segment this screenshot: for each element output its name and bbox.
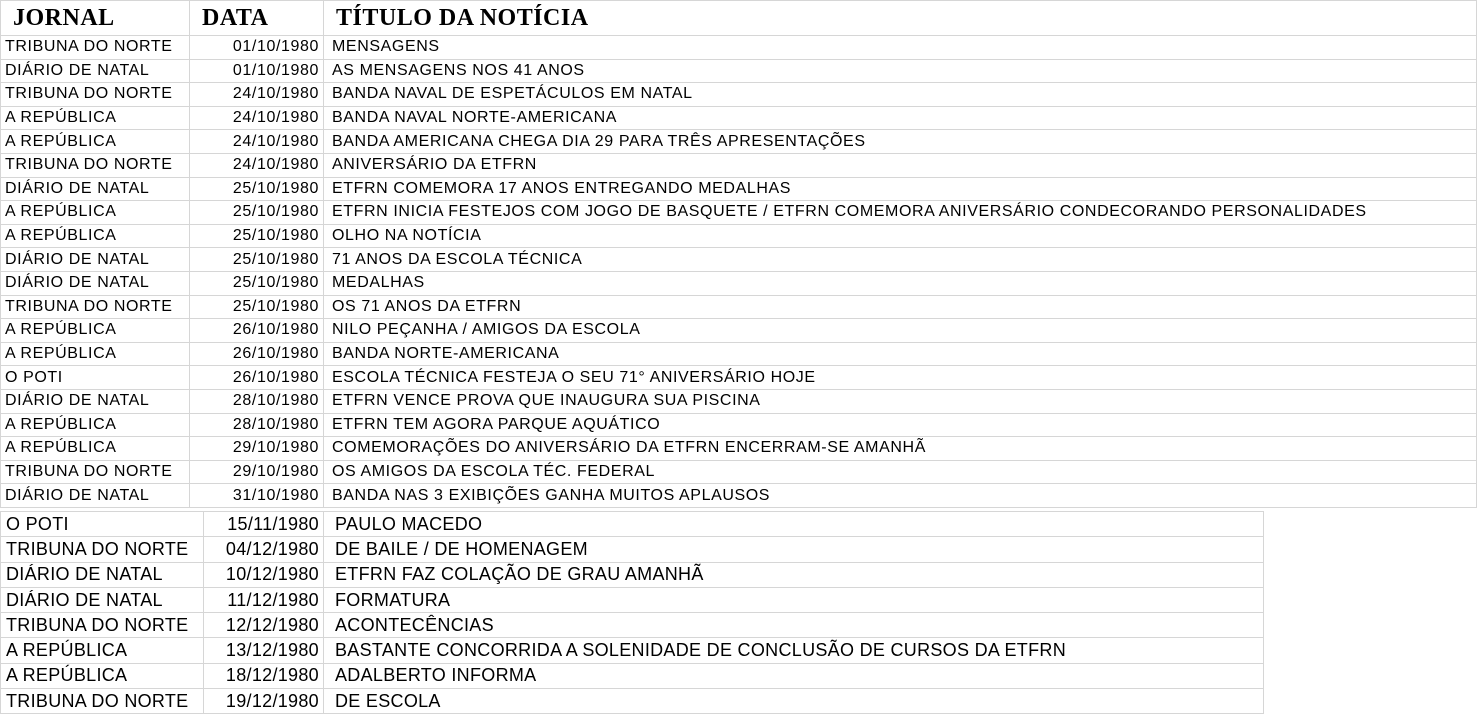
cell-jornal: TRIBUNA DO NORTE	[1, 36, 190, 60]
header-jornal: JORNAL	[1, 1, 190, 36]
cell-data: 28/10/1980	[190, 389, 324, 413]
table-row	[1, 59, 1477, 83]
cell-jornal: A REPÚBLICA	[1, 224, 190, 248]
cell-titulo: COMEMORAÇÕES DO ANIVERSÁRIO DA ETFRN ENCERRAM-SE AMANHÃ	[324, 437, 1477, 461]
cell-data: 31/10/1980	[190, 484, 324, 508]
cell-titulo: ESCOLA TÉCNICA FESTEJA O SEU 71° ANIVERSÁRIO HOJE	[324, 366, 1477, 390]
cell-titulo: BANDA NAVAL NORTE-AMERICANA	[324, 106, 1477, 130]
cell-data: 18/12/1980	[204, 663, 324, 688]
table-row	[1, 562, 1264, 587]
cell-titulo: ETFRN FAZ COLAÇÃO DE GRAU AMANHÃ	[324, 562, 1264, 587]
table-row	[1, 587, 1264, 612]
cell-data: 10/12/1980	[204, 562, 324, 587]
cell-jornal: TRIBUNA DO NORTE	[1, 689, 204, 714]
cell-jornal: DIÁRIO DE NATAL	[1, 389, 190, 413]
cell-jornal: DIÁRIO DE NATAL	[1, 177, 190, 201]
cell-titulo: AS MENSAGENS NOS 41 ANOS	[324, 59, 1477, 83]
cell-data: 25/10/1980	[190, 271, 324, 295]
table-top-body	[1, 36, 1477, 508]
cell-jornal: TRIBUNA DO NORTE	[1, 613, 204, 638]
cell-jornal: A REPÚBLICA	[1, 663, 204, 688]
cell-titulo: DE ESCOLA	[324, 689, 1264, 714]
cell-titulo: MENSAGENS	[324, 36, 1477, 60]
news-table-bottom	[0, 511, 1264, 714]
cell-jornal: DIÁRIO DE NATAL	[1, 271, 190, 295]
cell-titulo: ETFRN COMEMORA 17 ANOS ENTREGANDO MEDALHAS	[324, 177, 1477, 201]
cell-data: 25/10/1980	[190, 177, 324, 201]
cell-jornal: DIÁRIO DE NATAL	[1, 587, 204, 612]
cell-titulo: ETFRN VENCE PROVA QUE INAUGURA SUA PISCINA	[324, 389, 1477, 413]
cell-data: 29/10/1980	[190, 460, 324, 484]
cell-jornal: O POTI	[1, 512, 204, 537]
cell-jornal: A REPÚBLICA	[1, 201, 190, 225]
cell-jornal: DIÁRIO DE NATAL	[1, 59, 190, 83]
cell-jornal: A REPÚBLICA	[1, 319, 190, 343]
table-row	[1, 201, 1477, 225]
table-row	[1, 130, 1477, 154]
cell-jornal: A REPÚBLICA	[1, 342, 190, 366]
cell-titulo: 71 ANOS DA ESCOLA TÉCNICA	[324, 248, 1477, 272]
header-row	[1, 1, 1477, 36]
cell-data: 24/10/1980	[190, 83, 324, 107]
cell-data: 28/10/1980	[190, 413, 324, 437]
cell-titulo: DE BAILE / DE HOMENAGEM	[324, 537, 1264, 562]
table-row	[1, 153, 1477, 177]
cell-data: 26/10/1980	[190, 342, 324, 366]
table-row	[1, 663, 1264, 688]
cell-jornal: A REPÚBLICA	[1, 106, 190, 130]
table-row	[1, 106, 1477, 130]
header-data: DATA	[190, 1, 324, 36]
table-row	[1, 460, 1477, 484]
table-row	[1, 437, 1477, 461]
table-row	[1, 248, 1477, 272]
table-row	[1, 177, 1477, 201]
cell-titulo: ANIVERSÁRIO DA ETFRN	[324, 153, 1477, 177]
cell-titulo: ADALBERTO INFORMA	[324, 663, 1264, 688]
table-row	[1, 484, 1477, 508]
cell-data: 13/12/1980	[204, 638, 324, 663]
table-row	[1, 413, 1477, 437]
cell-titulo: BANDA NAVAL DE ESPETÁCULOS EM NATAL	[324, 83, 1477, 107]
table-bottom-body	[1, 512, 1264, 714]
cell-data: 24/10/1980	[190, 153, 324, 177]
cell-titulo: ACONTECÊNCIAS	[324, 613, 1264, 638]
cell-data: 26/10/1980	[190, 366, 324, 390]
table-row	[1, 83, 1477, 107]
cell-data: 29/10/1980	[190, 437, 324, 461]
cell-data: 11/12/1980	[204, 587, 324, 612]
cell-titulo: PAULO MACEDO	[324, 512, 1264, 537]
cell-jornal: A REPÚBLICA	[1, 437, 190, 461]
cell-data: 25/10/1980	[190, 224, 324, 248]
cell-titulo: BANDA NAS 3 EXIBIÇÕES GANHA MUITOS APLAUSOS	[324, 484, 1477, 508]
cell-jornal: TRIBUNA DO NORTE	[1, 83, 190, 107]
cell-data: 24/10/1980	[190, 130, 324, 154]
cell-titulo: OS AMIGOS DA ESCOLA TÉC. FEDERAL	[324, 460, 1477, 484]
table-row	[1, 295, 1477, 319]
cell-data: 25/10/1980	[190, 201, 324, 225]
cell-jornal: A REPÚBLICA	[1, 130, 190, 154]
cell-jornal: TRIBUNA DO NORTE	[1, 295, 190, 319]
cell-titulo: OLHO NA NOTÍCIA	[324, 224, 1477, 248]
cell-titulo: NILO PEÇANHA / AMIGOS DA ESCOLA	[324, 319, 1477, 343]
cell-titulo: BANDA NORTE-AMERICANA	[324, 342, 1477, 366]
table-row	[1, 537, 1264, 562]
header-titulo: TÍTULO DA NOTÍCIA	[324, 1, 1477, 36]
cell-jornal: TRIBUNA DO NORTE	[1, 460, 190, 484]
cell-data: 01/10/1980	[190, 59, 324, 83]
table-row	[1, 366, 1477, 390]
table-row	[1, 224, 1477, 248]
cell-data: 01/10/1980	[190, 36, 324, 60]
cell-jornal: O POTI	[1, 366, 190, 390]
table-row	[1, 638, 1264, 663]
cell-data: 04/12/1980	[204, 537, 324, 562]
cell-data: 26/10/1980	[190, 319, 324, 343]
cell-data: 19/12/1980	[204, 689, 324, 714]
cell-jornal: DIÁRIO DE NATAL	[1, 562, 204, 587]
cell-titulo: FORMATURA	[324, 587, 1264, 612]
cell-jornal: DIÁRIO DE NATAL	[1, 248, 190, 272]
table-row	[1, 512, 1264, 537]
cell-titulo: OS 71 ANOS DA ETFRN	[324, 295, 1477, 319]
table-row	[1, 389, 1477, 413]
cell-jornal: TRIBUNA DO NORTE	[1, 153, 190, 177]
cell-data: 25/10/1980	[190, 248, 324, 272]
table-row	[1, 613, 1264, 638]
cell-data: 24/10/1980	[190, 106, 324, 130]
cell-jornal: TRIBUNA DO NORTE	[1, 537, 204, 562]
cell-jornal: DIÁRIO DE NATAL	[1, 484, 190, 508]
cell-titulo: ETFRN TEM AGORA PARQUE AQUÁTICO	[324, 413, 1477, 437]
cell-data: 15/11/1980	[204, 512, 324, 537]
table-row	[1, 319, 1477, 343]
table-row	[1, 36, 1477, 60]
cell-titulo: BANDA AMERICANA CHEGA DIA 29 PARA TRÊS APRESENTAÇÕES	[324, 130, 1477, 154]
table-row	[1, 271, 1477, 295]
cell-titulo: ETFRN INICIA FESTEJOS COM JOGO DE BASQUETE / ETFRN COMEMORA ANIVERSÁRIO CONDECORANDO PERSONALIDADES	[324, 201, 1477, 225]
table-row	[1, 689, 1264, 714]
cell-jornal: A REPÚBLICA	[1, 638, 204, 663]
cell-data: 12/12/1980	[204, 613, 324, 638]
cell-data: 25/10/1980	[190, 295, 324, 319]
table-row	[1, 342, 1477, 366]
cell-titulo: MEDALHAS	[324, 271, 1477, 295]
cell-jornal: A REPÚBLICA	[1, 413, 190, 437]
cell-titulo: BASTANTE CONCORRIDA A SOLENIDADE DE CONCLUSÃO DE CURSOS DA ETFRN	[324, 638, 1264, 663]
